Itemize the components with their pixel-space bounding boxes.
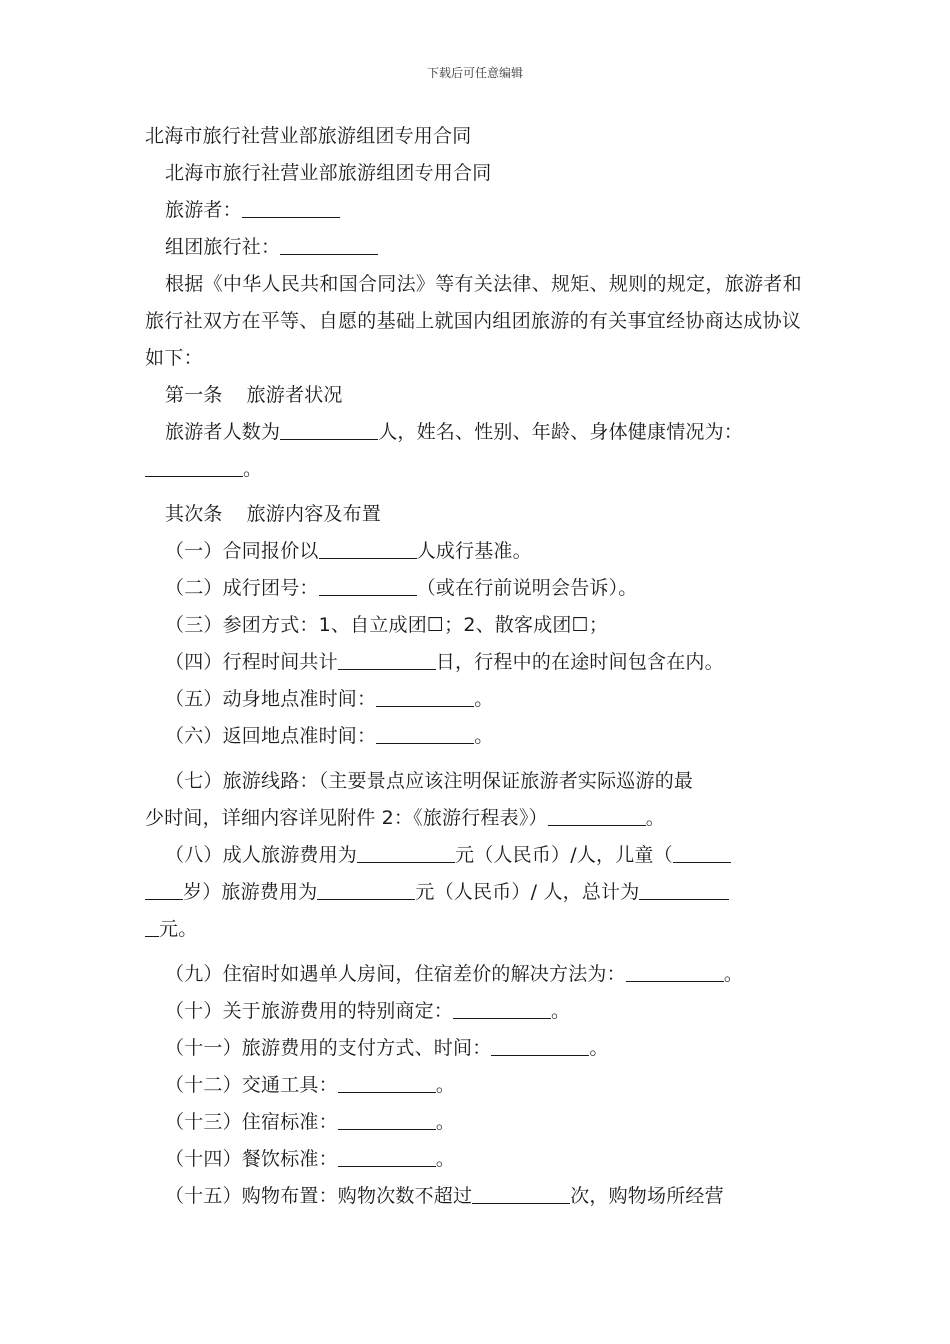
article-2-title [145,496,813,533]
article-1-number: 第一条 [165,384,223,406]
text: 。 [435,1148,456,1170]
text: （十二）交通工具： [165,1074,338,1096]
item-8-line-2 [145,874,813,911]
intro-paragraph: 根据《中华人民共和国合同法》等有关法律、规矩、规则的规定，旅游者和旅行社双方在平等、自愿的基础上就国内组团旅游的有关事宜经协商达成协议如下： [145,273,802,369]
traveler-label: 旅游者： [165,199,242,221]
article-1-line-2 [145,451,813,488]
text: 元（人民币）/ 人，总计为 [415,881,640,903]
adult-fee-blank[interactable] [357,842,455,863]
page-header: 下载后可任意编辑 [426,66,523,80]
route-blank[interactable] [548,805,646,826]
item-8-line-1 [145,837,813,874]
quote-basis-blank[interactable] [319,538,417,559]
item-5 [145,681,813,718]
item-1 [145,533,813,570]
text: 人成行基准。 [416,540,532,562]
return-blank[interactable] [376,723,474,744]
payment-blank[interactable] [491,1035,589,1056]
text: （五）动身地点准时间： [165,688,377,710]
text: 。 [589,1037,609,1059]
shopping-count-blank[interactable] [472,1183,570,1204]
text: 。 [435,1074,456,1096]
text: 日，行程中的在途时间包含在内。 [435,651,724,673]
article-1-line-1 [145,414,813,451]
text: （十）关于旅游费用的特别商定： [165,1000,454,1022]
child-fee-blank[interactable] [317,879,415,900]
text: （或在行前说明会告诉）。 [416,577,638,599]
item-8-line-3 [145,911,813,948]
traveler-info-blank[interactable] [145,456,243,477]
item-3: （三）参团方式：1、自立成团☐；2、散客成团☐； [165,614,609,636]
text: 。 [474,688,494,710]
agency-blank[interactable] [280,234,378,255]
document-title: 北海市旅行社营业部旅游组团专用合同 [145,125,472,147]
item-13 [145,1104,813,1141]
text: （十三）住宿标准： [165,1111,338,1133]
text: （十五）购物布置：购物次数不超过 [165,1185,473,1207]
transport-blank[interactable] [338,1072,436,1093]
text: 。 [723,963,744,985]
text: 元。 [159,918,198,940]
text: （九）住宿时如遇单人房间，住宿差价的解决方法为： [165,963,626,985]
lodging-blank[interactable] [338,1109,436,1130]
agency-label: 组团旅行社： [165,236,281,258]
text: 。 [435,1111,456,1133]
traveler-blank[interactable] [242,197,340,218]
text: （十一）旅游费用的支付方式、时间： [165,1037,492,1059]
text: 。 [645,807,665,829]
item-12 [145,1067,813,1104]
item-4 [145,644,813,681]
article-1-title [145,377,813,414]
traveler-count-blank[interactable] [280,419,378,440]
item-10 [145,993,813,1030]
text: 人，姓名、性别、年龄、身体健康情况为： [378,421,744,443]
room-diff-blank[interactable] [626,961,724,982]
item-2 [145,570,813,607]
traveler-line [145,192,813,229]
text: （十四）餐饮标准： [165,1148,338,1170]
text: （八）成人旅游费用为 [165,844,358,866]
item-15 [145,1178,813,1215]
text: 。 [551,1000,571,1022]
child-age-blank-a[interactable] [673,842,731,863]
item-9 [145,956,813,993]
group-number-blank[interactable] [319,575,417,596]
child-age-blank-b[interactable] [145,879,183,900]
special-fee-blank[interactable] [453,998,551,1019]
article-2-heading: 旅游内容及布置 [246,503,382,525]
text: 少时间，详细内容详见附件 2：《旅游行程表》） [145,807,548,829]
item-11 [145,1030,813,1067]
total-fee-blank-b[interactable] [145,916,159,937]
article-1-heading: 旅游者状况 [246,384,343,406]
item-7-line-2 [145,800,813,837]
text: （四）行程时间共计 [165,651,338,673]
text: 。 [243,458,263,480]
text: （一）合同报价以 [165,540,319,562]
text: 次，购物场所经营 [570,1185,724,1207]
trip-days-blank[interactable] [338,649,436,670]
text: （二）成行团号： [165,577,319,599]
departure-blank[interactable] [376,686,474,707]
contract-document [145,118,813,1215]
text: 。 [474,725,494,747]
text: （六）返回地点准时间： [165,725,377,747]
item-14 [145,1141,813,1178]
text: 元（人民币）/人，儿童（ [455,844,673,866]
total-fee-blank-a[interactable] [639,879,729,900]
agency-line [145,229,813,266]
article-2-number: 其次条 [165,503,223,525]
text: 旅游者人数为 [165,421,281,443]
document-subtitle: 北海市旅行社营业部旅游组团专用合同 [165,162,492,184]
meal-blank[interactable] [338,1146,436,1167]
text: 岁）旅游费用为 [183,881,318,903]
item-6 [145,718,813,755]
item-7-line-1: （七）旅游线路：（主要景点应该注明保证旅游者实际巡游的最 [165,770,694,792]
